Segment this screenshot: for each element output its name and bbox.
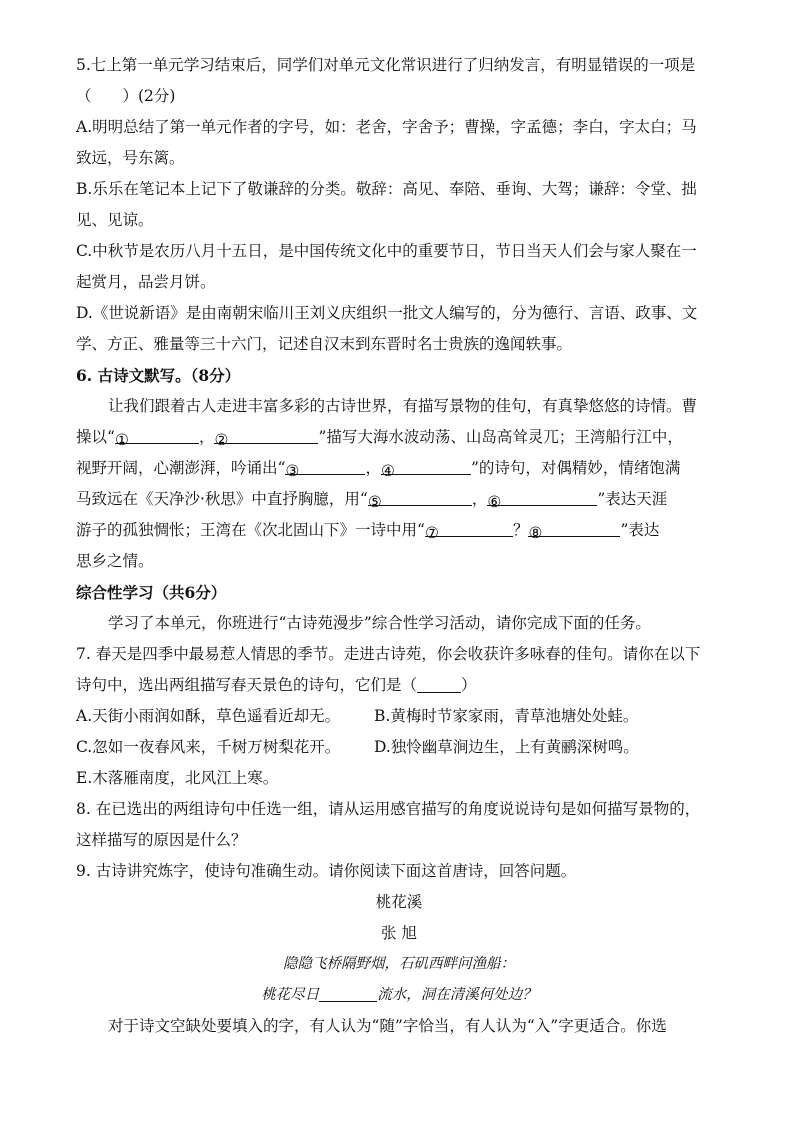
q6-para-line3 (76, 453, 722, 484)
section-title: 综合性学习（共6分） (76, 583, 227, 602)
q7-option-e: E.木落雁南度，北风江上寒。 (76, 769, 279, 787)
q6-para-line2 (76, 422, 722, 453)
q5-option-c-line2: 起赏月，品尝月饼。 (76, 273, 216, 291)
blank-4-marker: ④ (380, 462, 395, 480)
q7-option-a: A.天街小雨润如酥，草色遥看近却无。 (76, 707, 341, 725)
poem-line-2 (76, 980, 722, 1011)
q7-options-row1 (76, 701, 722, 732)
q6-text: ”描写大海水波动荡、山岛高耸灵兀；王湾船行江中， (318, 428, 683, 446)
blank-8[interactable] (528, 518, 620, 542)
q6-text: ”的诗句，对偶精妙，情绪饱满 (470, 459, 681, 477)
blank-5-marker: ⑤ (367, 493, 382, 511)
blank-6[interactable] (487, 487, 597, 511)
q6-para-line1: 让我们跟着古人走进丰富多彩的古诗世界，有描写景物的佳句，有真挚悠悠的诗情。曹 (108, 397, 698, 415)
q5-option-a-line1: A.明明总结了第一单元作者的字号，如：老舍，字舍予；曹操，字孟德；李白，字太白；马 (76, 118, 697, 136)
blank-6-marker: ⑥ (487, 493, 502, 511)
poem-blank[interactable] (319, 983, 377, 1002)
q6-para-line4 (76, 484, 722, 515)
poem-title: 桃花溪 (375, 893, 423, 911)
q6-text: ”表达天涯 (597, 490, 668, 508)
poem-author: 张 旭 (381, 924, 417, 942)
blank-4[interactable] (380, 456, 471, 480)
blank-2-marker: ② (214, 431, 229, 449)
q5-option-d-line2: 学、方正、雅量等三十六门，记述自汉末到东晋时名士贵族的逸闻轶事。 (76, 335, 573, 353)
q5-stem-line2: （ ）(2分) (76, 87, 176, 105)
q6-text: ， (365, 459, 381, 477)
q6-text: 操以“ (76, 428, 115, 446)
q7-option-b: B.黄梅时节家家雨，青草池塘处处蛙。 (374, 707, 639, 725)
q7-stem-line2 (76, 670, 722, 701)
q6-text: ， (198, 428, 215, 446)
q6-text: 游子的孤独惆怅；王湾在《次北固山下》一诗中用“ (76, 521, 425, 539)
q7-options-row2 (76, 732, 722, 763)
section-intro: 学习了本单元，你班进行“古诗苑漫步”综合性学习活动，请你完成下面的任务。 (108, 614, 651, 632)
poem-line-1: 隐隐飞桥隔野烟，石矶西畔问渔船： (283, 956, 515, 972)
blank-3-marker: ③ (285, 462, 300, 480)
q6-para-line6: 思乡之情。 (76, 552, 154, 570)
q8-stem-line2: 这样描写的原因是什么？ (76, 831, 247, 849)
q7-text: ） (461, 676, 477, 694)
q6-text: 视野开阔，心潮澎湃，吟诵出“ (76, 459, 286, 477)
blank-7[interactable] (424, 518, 513, 542)
q8-stem-line1: 8. 在已选出的两组诗句中任选一组，请从运用感官描写的角度说说诗句是如何描写景物的， (76, 800, 701, 818)
q6-text: ， (471, 490, 488, 508)
q6-text: 马致远在《天净沙·秋思》中直抒胸臆，用“ (76, 490, 368, 508)
q9-stem: 9. 古诗讲究炼字，使诗句准确生动。请你阅读下面这首唐诗，回答问题。 (76, 862, 577, 880)
exam-page (76, 50, 722, 1042)
q6-title: 6. 古诗文默写。（8分） (76, 366, 241, 385)
q5-option-c-line1: C.中秋节是农历八月十五日，是中国传统文化中的重要节日，节日当天人们会与家人聚在一 (76, 242, 697, 260)
poem-text: 流水，洞在清溪何处边？ (377, 987, 537, 1003)
q7-stem-line1: 7. 春天是四季中最易惹人情思的季节。走进古诗苑，你会收获许多咏春的佳句。请你在以下 (76, 645, 701, 663)
blank-3[interactable] (285, 456, 365, 480)
blank-7-marker: ⑦ (424, 524, 439, 542)
blank-1-marker: ① (114, 431, 129, 449)
q5-stem-line1: 5.七上第一单元学习结束后，同学们对单元文化常识进行了归纳发言，有明显错误的一项是 (76, 56, 696, 74)
q7-answer-blank[interactable] (417, 674, 461, 693)
blank-8-marker: ⑧ (528, 524, 543, 542)
q5-option-d-line1: D.《世说新语》是由南朝宋临川王刘义庆组织一批文人编写的，分为德行、言语、政事、文 (76, 304, 698, 322)
q5-option-b-line1: B.乐乐在笔记本上记下了敬谦辞的分类。敬辞：高见、奉陪、垂询、大驾；谦辞：令堂、拙 (76, 180, 697, 198)
blank-2[interactable] (214, 425, 318, 449)
q5-option-b-line2: 见、见谅。 (76, 211, 154, 229)
q6-text: ？ (512, 521, 529, 539)
q7-option-c: C.忽如一夜春风来，千树万树梨花开。 (76, 738, 341, 756)
q9-question-line: 对于诗文空缺处要填入的字，有人认为“随”字恰当，有人认为“入”字更适合。你选 (108, 1017, 667, 1035)
blank-5[interactable] (367, 487, 472, 511)
poem-text: 桃花尽日 (261, 987, 320, 1003)
blank-1[interactable] (114, 425, 199, 449)
q7-option-d: D.独怜幽草涧边生，上有黄鹂深树鸣。 (374, 738, 639, 756)
q6-para-line5 (76, 515, 722, 546)
q5-option-a-line2: 致远，号东篱。 (76, 149, 185, 167)
q6-text: ”表达 (620, 521, 660, 539)
q7-text: 诗句中，选出两组描写春天景色的诗句，它们是（ (76, 676, 418, 694)
